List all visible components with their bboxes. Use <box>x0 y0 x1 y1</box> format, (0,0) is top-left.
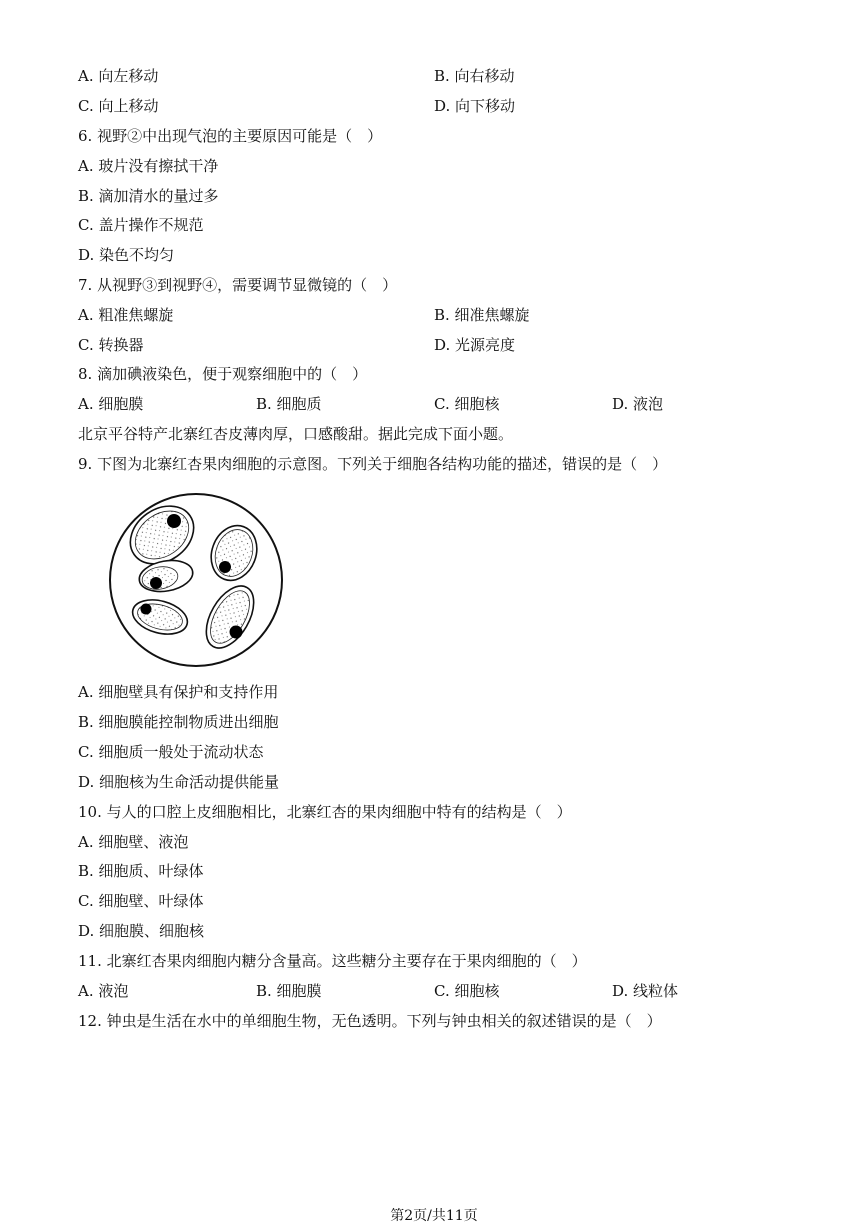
q7-option-d[interactable]: D. 光源亮度 <box>434 336 516 354</box>
q11-option-a[interactable]: A. 液泡 <box>78 982 129 1000</box>
q7-option-a[interactable]: A. 粗准焦螺旋 <box>78 306 174 324</box>
field-of-view-circle <box>110 494 282 666</box>
q11-option-b[interactable]: B. 细胞膜 <box>256 982 322 1000</box>
q7-option-b[interactable]: B. 细准焦螺旋 <box>434 306 530 324</box>
q10-option-d[interactable]: D. 细胞膜、细胞核 <box>78 922 205 940</box>
q5-option-a[interactable]: A. 向左移动 <box>78 67 159 85</box>
q9-option-d[interactable]: D. 细胞核为生命活动提供能量 <box>78 773 280 791</box>
passage-intro: 北京平谷特产北寨红杏皮薄肉厚，口感酸甜。据此完成下面小题。 <box>78 425 514 443</box>
q10-option-a[interactable]: A. 细胞壁、液泡 <box>78 833 189 851</box>
q6-stem: 6. 视野②中出现气泡的主要原因可能是（ ） <box>78 127 383 145</box>
q9-option-b[interactable]: B. 细胞膜能控制物质进出细胞 <box>78 713 279 731</box>
q10-option-c[interactable]: C. 细胞壁、叶绿体 <box>78 892 204 910</box>
q5-option-d[interactable]: D. 向下移动 <box>434 97 516 115</box>
q9-stem: 9. 下图为北寨红杏果肉细胞的示意图。下列关于细胞各结构功能的描述，错误的是（ ） <box>78 455 668 473</box>
q8-option-b[interactable]: B. 细胞质 <box>256 395 322 413</box>
q10-option-b[interactable]: B. 细胞质、叶绿体 <box>78 862 204 880</box>
q8-stem: 8. 滴加碘液染色，便于观察细胞中的（ ） <box>78 365 368 383</box>
q6-option-c[interactable]: C. 盖片操作不规范 <box>78 216 204 234</box>
nucleus-4 <box>141 604 152 615</box>
q8-option-c[interactable]: C. 细胞核 <box>434 395 500 413</box>
q11-option-d[interactable]: D. 线粒体 <box>612 982 679 1000</box>
q7-option-c[interactable]: C. 转换器 <box>78 336 144 354</box>
q9-option-a[interactable]: A. 细胞壁具有保护和支持作用 <box>78 683 279 701</box>
page-footer: 第2页/共11页 <box>390 1208 478 1224</box>
q5-option-b[interactable]: B. 向右移动 <box>434 67 515 85</box>
q8-option-d[interactable]: D. 液泡 <box>612 395 664 413</box>
q12-stem: 12. 钟虫是生活在水中的单细胞生物，无色透明。下列与钟虫相关的叙述错误的是（ ） <box>78 1012 662 1030</box>
q6-option-a[interactable]: A. 玻片没有擦拭干净 <box>78 157 219 175</box>
q10-stem: 10. 与人的口腔上皮细胞相比，北寨红杏的果肉细胞中特有的结构是（ ） <box>78 803 572 821</box>
q5-option-c[interactable]: C. 向上移动 <box>78 97 159 115</box>
nucleus-1 <box>167 514 181 528</box>
nucleus-3 <box>150 577 162 589</box>
q6-option-b[interactable]: B. 滴加清水的量过多 <box>78 187 219 205</box>
q11-option-c[interactable]: C. 细胞核 <box>434 982 500 1000</box>
nucleus-5 <box>230 626 243 639</box>
q6-option-d[interactable]: D. 染色不均匀 <box>78 246 175 264</box>
q7-stem: 7. 从视野③到视野④，需要调节显微镜的（ ） <box>78 276 398 294</box>
cell-diagram-figure <box>104 490 288 670</box>
q9-option-c[interactable]: C. 细胞质一般处于流动状态 <box>78 743 264 761</box>
q8-option-a[interactable]: A. 细胞膜 <box>78 395 144 413</box>
nucleus-2 <box>219 561 231 573</box>
q11-stem: 11. 北寨红杏果肉细胞内糖分含量高。这些糖分主要存在于果肉细胞的（ ） <box>78 952 587 970</box>
